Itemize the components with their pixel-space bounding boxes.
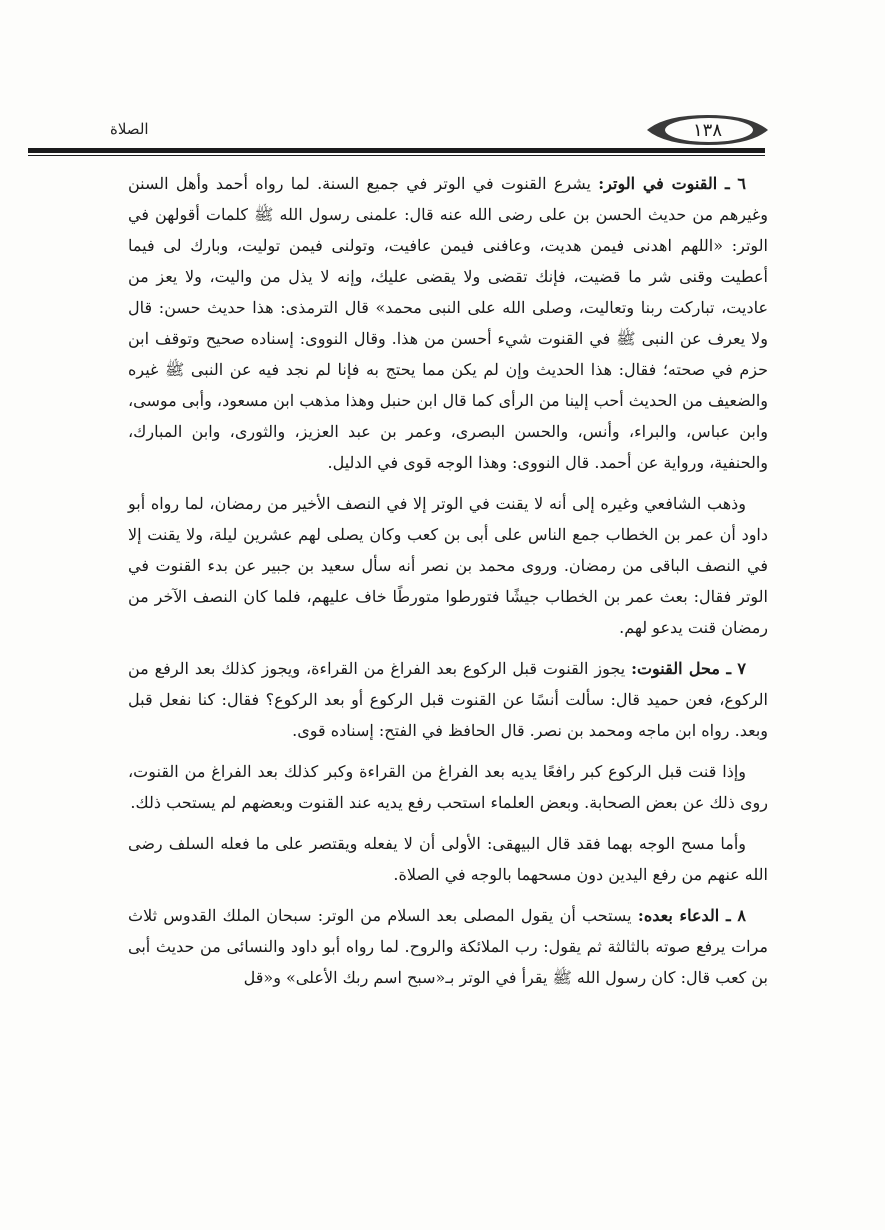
paragraph	[128, 653, 768, 746]
paragraph-text: يستحب أن يقول المصلى بعد السلام من الوتر: سبحان الملك القدوس ثلاث مرات يرفع صوته بالثالثة ثم يقول: رب الملائكة والروح. لما رواه أبو داود والنسائى من حديث أبى بن كعب قال: كان رسول الله ﷺ يقرأ في الوتر بـ«سبح اسم ربك الأعلى» و«قل	[128, 906, 768, 987]
paragraph	[128, 488, 768, 643]
header-rule	[28, 148, 765, 153]
header-rule-thin	[28, 155, 765, 156]
paragraph	[128, 168, 768, 478]
paragraph	[128, 828, 768, 890]
paragraph	[128, 900, 768, 993]
paragraph-text: وذهب الشافعي وغيره إلى أنه لا يقنت في الوتر إلا في النصف الأخير من رمضان، لما رواه أبو داود أن عمر بن الخطاب جمع الناس على أبى بن كعب وكان يصلى لهم عشرين ليلة، ولا يقنت إلا في النصف الباقى من رمضان. وروى محمد بن نصر أنه سأل سعيد بن جبير عن بدء القنوت في الوتر فقال: بعث عمر بن الخطاب جيشًا فتورطوا متورطًا خاف عليهم، فلما كان النصف الآخر من رمضان قنت يدعو لهم.	[128, 494, 769, 637]
page-number: ١٣٨	[692, 120, 722, 141]
section-heading: ٦ ـ القنوت في الوتر:	[598, 174, 747, 193]
section-heading: ٧ ـ محل القنوت:	[631, 659, 746, 678]
paragraph-text: وإذا قنت قبل الركوع كبر رافعًا يديه بعد الفراغ من القراءة وكبر كذلك بعد الفراغ من القنوت، روى ذلك عن بعض الصحابة. وبعض العلماء استحب رفع يديه عند القنوت وبعضهم لم يستحب ذلك.	[128, 762, 768, 812]
paragraph-text: يجوز القنوت قبل الركوع بعد الفراغ من القراءة، ويجوز كذلك بعد الرفع من الركوع، فعن حميد قال: سألت أنسًا عن القنوت قبل الركوع أو بعد الركوع؟ فقال: كنا نفعل قبل وبعد. رواه ابن ماجه ومحمد بن نصر. قال الحافظ في الفتح: إسناده قوى.	[128, 659, 768, 740]
body-text	[128, 168, 768, 1003]
paragraph-text: يشرع القنوت في الوتر في جميع السنة. لما رواه أحمد وأهل السنن وغيرهم من حديث الحسن بن على رضى الله عنه قال: علمنى رسول الله ﷺ كلمات أقولهن في الوتر: «اللهم اهدنى فيمن هديت، وعافنى فيمن عافيت، وتولنى فيمن توليت، وبارك لى فيما أعطيت وقنى شر ما قضيت، فإنك تقضى ولا يقضى عليك، وإنه لا يذل من واليت، ولا يعز من عاديت، تباركت ربنا وتعاليت، وصلى الله على النبى محمد» قال الترمذى: هذا حديث حسن: قال ولا يعرف عن النبى ﷺ في القنوت شيء أحسن من هذا. وقال النووى: إسناده صحيح وتوقف ابن حزم في صحته؛ فقال: هذا الحديث وإن لم يكن مما يحتج به فإنا لم نجد فيه عن النبى ﷺ غيره والضعيف من الحديث أحب إلينا من الرأى كما قال ابن حنبل وهذا مذهب ابن مسعود، وأبى موسى، وابن عباس، والبراء، وأنس، والحسن البصرى، وعمر بن عبد العزيز، والثورى، وابن المبارك، والحنفية، ورواية عن أحمد. قال النووى: وهذا الوجه قوى في الدليل.	[128, 174, 769, 472]
page-number-badge	[645, 114, 770, 146]
section-title: الصلاة	[110, 120, 149, 138]
section-heading: ٨ ـ الدعاء بعده:	[637, 906, 747, 925]
paragraph-text: وأما مسح الوجه بهما فقد قال البيهقى: الأولى أن لا يفعله ويقتصر على ما فعله السلف رضى الله عنهم من رفع اليدين دون مسحهما بالوجه في الصلاة.	[128, 834, 768, 884]
paragraph	[128, 756, 768, 818]
